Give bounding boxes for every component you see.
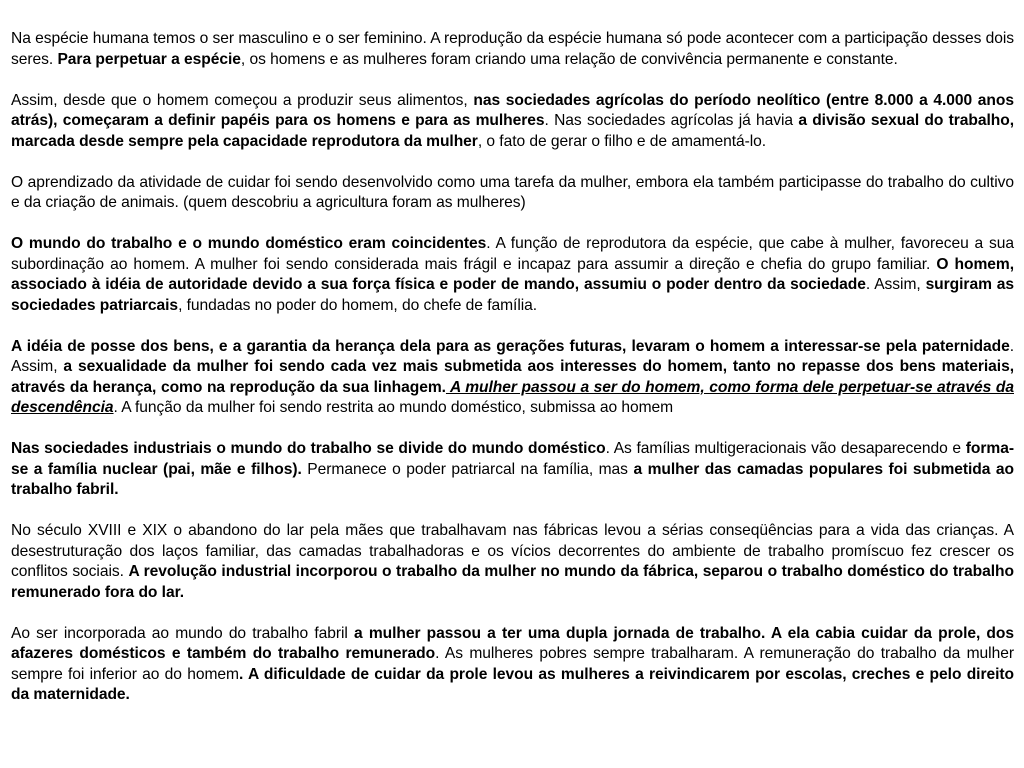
text-run: Assim, desde que o homem começou a produzir seus alimentos, bbox=[11, 91, 474, 109]
bold-text-run: O homem, associado à idéia de autoridade devido a sua força física e poder de mando, assumiu o poder dentro da sociedade bbox=[11, 255, 1014, 293]
bold-text-run: a sexualidade da mulher foi sendo cada vez mais submetida aos interesses do homem, tanto no repasse dos bens materiais, através da herança, como na reprodução da sua linhagem. bbox=[11, 358, 1014, 396]
paragraph-3 bbox=[11, 173, 1014, 214]
text-run: . As famílias multigeracionais vão desaparecendo e bbox=[605, 440, 966, 457]
text-run: . A função de reprodutora da espécie, que cabe à mulher, favoreceu a sua subordinação ao homem. A mulher foi sendo considerada mais frágil e incapaz para assumir a direção e chefia do grupo familiar. bbox=[11, 235, 1014, 273]
paragraph-6 bbox=[11, 439, 1014, 501]
paragraph-1 bbox=[11, 29, 1014, 70]
text-run: . As mulheres pobres sempre trabalharam. A remuneração do trabalho da mulher sempre foi inferior ao do homem bbox=[11, 645, 1014, 683]
bold-text-run: nas sociedades agrícolas do período neolítico (entre 8.000 a 4.000 anos atrás), começaram a definir papéis para os homens e para as mulheres bbox=[11, 91, 1015, 129]
bold-text-run: A idéia de posse dos bens, e a garantia da herança dela para as gerações futuras, levaram o homem a interessar-se pela paternidade bbox=[11, 337, 1010, 355]
bold-text-run: surgiram as sociedades patriarcais bbox=[11, 276, 1015, 314]
text-run: Permanece o poder patriarcal na família, mas bbox=[301, 460, 634, 478]
text-run: . Assim, bbox=[865, 276, 926, 293]
paragraph-5 bbox=[11, 337, 1014, 419]
bold-text-run: O mundo do trabalho e o mundo doméstico eram coincidentes bbox=[11, 235, 487, 252]
text-run: . Assim, bbox=[11, 337, 1014, 375]
text-run: Ao ser incorporada ao mundo do trabalho fabril bbox=[11, 624, 355, 642]
bold-text-run: a mulher das camadas populares foi submetida ao trabalho fabril. bbox=[11, 460, 1015, 498]
text-run: Na espécie humana temos o ser masculino e o ser feminino. A reprodução da espécie humana só pode acontecer com a participação desses dois seres. bbox=[11, 30, 1014, 68]
paragraph-2 bbox=[11, 91, 1014, 153]
text-run: , o fato de gerar o filho e de amamentá-lo. bbox=[477, 132, 767, 150]
bold-text-run: Nas sociedades industriais o mundo do trabalho se divide do mundo doméstico bbox=[11, 440, 606, 457]
text-run: , os homens e as mulheres foram criando uma relação de convivência permanente e constante. bbox=[240, 50, 898, 68]
text-run: . A função da mulher foi sendo restrita ao mundo doméstico, submissa ao homem bbox=[113, 399, 674, 416]
bold-text-run: . A dificuldade de cuidar da prole levou as mulheres a reivindicarem por escolas, creches e pelo direito da maternidade. bbox=[11, 665, 1015, 703]
text-run: . Nas sociedades agrícolas já havia bbox=[544, 112, 799, 129]
bold-text-run: a mulher passou a ter uma dupla jornada de trabalho. A ela cabia cuidar da prole, dos afazeres domésticos e também do trabalho remunerado bbox=[11, 624, 1015, 662]
bold-text-run: Para perpetuar a espécie bbox=[57, 50, 241, 68]
bold-text-run: A revolução industrial incorporou o trabalho da mulher no mundo da fábrica, separou o trabalho doméstico do trabalho remunerado fora do lar. bbox=[11, 563, 1014, 601]
bold-text-run: a divisão sexual do trabalho, marcada desde sempre pela capacidade reprodutora da mulher bbox=[11, 112, 1014, 150]
paragraph-4 bbox=[11, 234, 1014, 316]
text-run: O aprendizado da atividade de cuidar foi sendo desenvolvido como uma tarefa da mulher, embora ela também participasse do trabalho do cultivo e da criação de animais. (quem descobriu a agricultura foram as mulheres) bbox=[11, 173, 1014, 211]
emphasis-text-run: A mulher passou a ser do homem, como forma dele perpetuar-se através da descendência bbox=[11, 378, 1014, 416]
text-run: , fundadas no poder do homem, do chefe de família. bbox=[178, 296, 538, 314]
text-run: No século XVIII e XIX o abandono do lar pela mães que trabalhavam nas fábricas levou a sérias conseqüências para a vida das crianças. A desestruturação dos laços familiar, das camadas trabalhadoras e os vícios decorrentes do ambiente de trabalho promíscuo fez crescer os conflitos sociais. bbox=[11, 522, 1014, 580]
paragraph-7 bbox=[11, 521, 1014, 603]
bold-text-run: forma-se a família nuclear (pai, mãe e filhos). bbox=[11, 440, 1014, 478]
paragraph-8 bbox=[11, 624, 1014, 706]
